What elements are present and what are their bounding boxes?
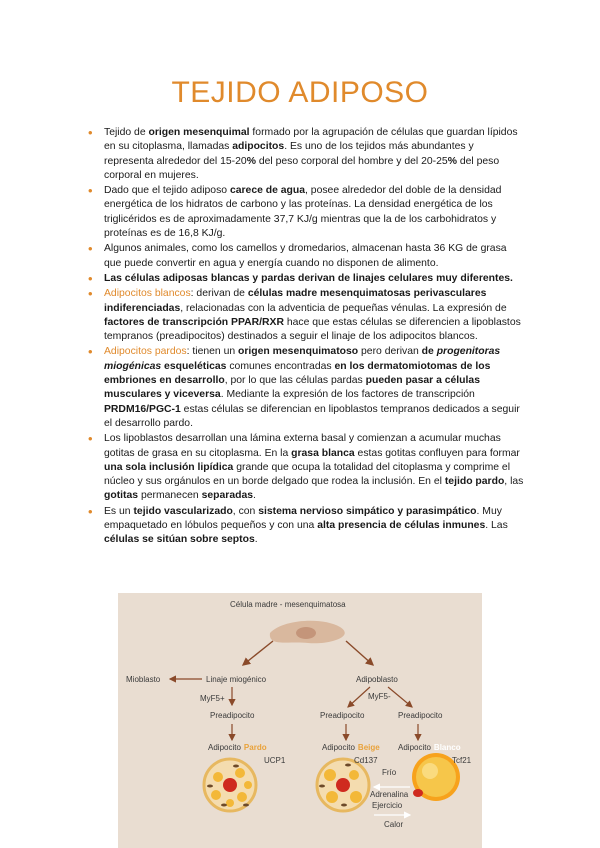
cd137-label: Cd137 [354,756,378,765]
page-title: TEJIDO ADIPOSO [171,76,429,109]
mioblasto-label: Mioblasto [126,675,161,684]
list-item: • Adipocitos blancos: derivan de células madre mesenquimatosas perivasculares indiferenciadas, relacionadas con la adventicia de pequeñas vénulas. La expresión de factores de transcripción PPAR/RXR hace que estas células se diferencien a lipoblastos tempranos (preadipocitos) destinados a seguir el linaje de los adipocitos blancos. [88,287,524,344]
ucp1-label: UCP1 [264,756,286,765]
preadipo-3-label: Preadipocito [398,711,443,720]
arrow-to-preadipo-3 [388,687,412,707]
stem-cell-nucleus [296,627,316,639]
frio-label: Frío [382,768,397,777]
list-item: • Es un tejido vascularizado, con sistema nervioso simpático y parasimpático. Muy empaquetado en lóbulos pequeños y con una alta presencia de células inmunes. Las células se sitúan sobre septos. [88,505,524,548]
list-item: • Las células adiposas blancas y pardas derivan de linajes celulares muy diferentes. [88,272,524,286]
bullet-list [88,126,524,549]
tcf21-label: Tcf21 [452,756,472,765]
myf5-pos-label: MyF5+ [200,694,225,703]
list-item: • Dado que el tejido adiposo carece de agua, posee alrededor del doble de la densidad energética de los hidratos de carbono y las proteínas. La densidad energética de los triglicéridos es de aproximadamente 37,7 KJ/g mientras que la de los carbohidratos y proteínas es de 16,8 KJ/g. [88,184,524,241]
arrow-to-miogenic [243,641,273,665]
myf5-neg-label: MyF5- [368,692,391,701]
brown-adipocyte-cell [204,759,256,811]
stem-cell-label: Célula madre - mesenquimatosa [230,600,346,609]
arrow-to-preadipo-2 [348,687,370,707]
list-item: • Los lipoblastos desarrollan una lámina externa basal y comienzan a acumular muchas gotitas de grasa en su citoplasma. En la grasa blanca estas gotitas confluyen para formar una sola inclusión lipídica grande que ocupa la totalidad del citoplasma y comprime el núcleo y sus orgánulos en un borde delgado que rodea la inclusión. En el tejido pardo, las gotitas permanecen separadas. [88,432,524,503]
preadipo-2-label: Preadipocito [320,711,365,720]
calor-label: Calor [384,820,404,829]
miogenic-label: Linaje miogénico [206,675,267,684]
beige-adipocyte-cell [317,759,369,811]
list-item: • Adipocitos pardos: tienen un origen mesenquimatoso pero derivan de progenitoras miogénicas esqueléticas comunes encontradas en los dermatomiotomas de los embriones en desarrollo, por lo que las células pardas pueden pasar a células musculares y viceversa. Mediante la expresión de los factores de transcripción PRDM16/PGC-1 estas células se diferencian en lipoblastos tempranos dedicados a seguir el desarrollo pardo. [88,345,524,431]
adipocito-blanco-label: Adipocito Blanco [398,743,461,752]
adipocito-pardo-label: Adipocito Pardo [208,743,267,752]
adipocito-beige-label: Adipocito Beige [322,743,380,752]
lineage-diagram [118,593,482,848]
list-item: • Algunos animales, como los camellos y dromedarios, almacenan hasta 36 KG de grasa que puede convertir en agua y energía cuando no disponen de alimento. [88,242,524,271]
arrow-to-adipoblast [346,641,373,665]
adipoblasto-label: Adipoblasto [356,675,398,684]
ejercicio-label: Ejercicio [372,801,403,810]
adipocyte-lineage-figure [118,593,482,848]
list-item: • Tejido de origen mesenquimal formado por la agrupación de células que guardan lípidos en su citoplasma, llamadas adipocitos. Es uno de los tejidos más abundantes y representa alrededor del 15-20% del peso corporal del hombre y del 20-25% del peso corporal en mujeres. [88,126,524,183]
adrenalina-label: Adrenalina [370,790,409,799]
preadipo-1-label: Preadipocito [210,711,255,720]
